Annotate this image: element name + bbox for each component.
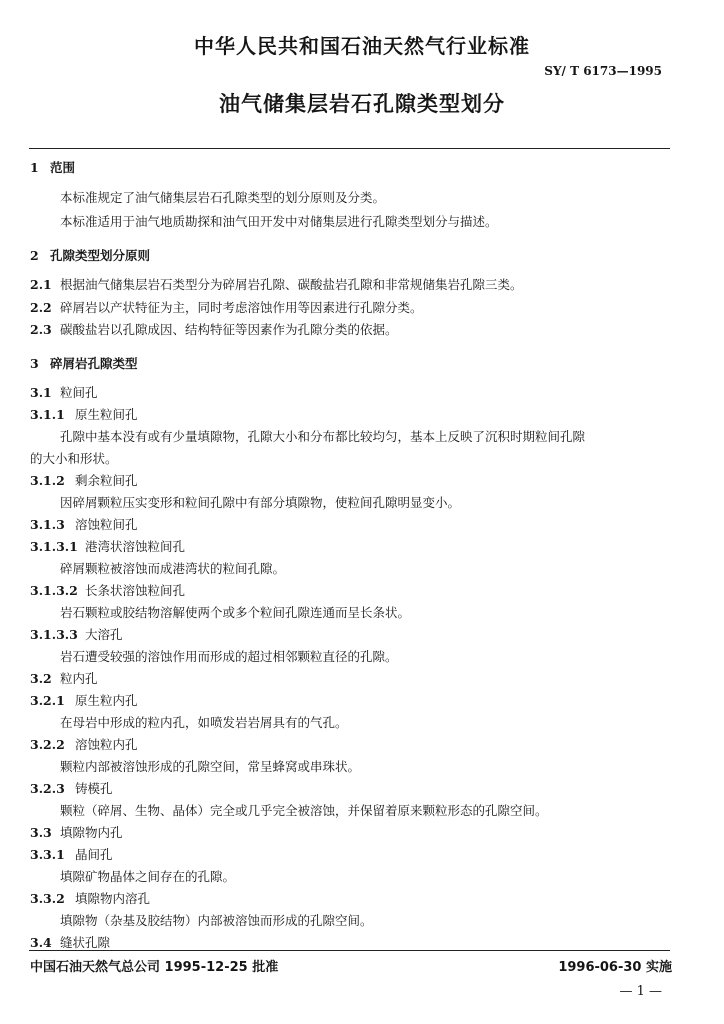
paragraph-text: 因碎屑颗粒压实变形和粒间孔隙中有部分填隙物，使粒间孔隙明显变小。 xyxy=(60,495,461,510)
industry-standard-title: 中华人民共和国石油天然气行业标准 xyxy=(194,34,530,58)
clause-number: 3.1.3 xyxy=(30,517,65,532)
clause-number: 3.1 xyxy=(30,385,52,400)
subsection-heading: 粒间孔 xyxy=(60,385,98,400)
clause-number: 3.2 xyxy=(30,671,52,686)
clause-number: 2.3 xyxy=(30,322,52,337)
page-number: — 1 — xyxy=(619,984,662,999)
implementation-date: 1996-06-30 实施 xyxy=(558,960,672,975)
subsection-heading: 原生粒内孔 xyxy=(75,693,138,708)
clause-number: 1 xyxy=(30,160,39,175)
subsection-heading: 剩余粒间孔 xyxy=(75,473,138,488)
paragraph-text: 在母岩中形成的粒内孔，如喷发岩岩屑具有的气孔。 xyxy=(60,715,348,730)
subsection-heading: 填隙物内溶孔 xyxy=(75,891,151,906)
subsection-heading: 大溶孔 xyxy=(85,627,123,642)
paragraph-text: 颗粒（碎屑、生物、晶体）完全或几乎完全被溶蚀，并保留着原来颗粒形态的孔隙空间。 xyxy=(60,803,548,818)
paragraph-text: 填隙矿物晶体之间存在的孔隙。 xyxy=(60,869,236,884)
footer-divider xyxy=(29,950,670,951)
paragraph-text: 岩石遭受较强的溶蚀作用而形成的超过相邻颗粒直径的孔隙。 xyxy=(60,649,398,664)
subsection-heading: 溶蚀粒间孔 xyxy=(75,517,138,532)
clause-number: 2.1 xyxy=(30,277,52,292)
clause-number: 3.1.2 xyxy=(30,473,65,488)
paragraph-text: 颗粒内部被溶蚀形成的孔隙空间，常呈蜂窝或串珠状。 xyxy=(60,759,361,774)
clause-number: 3.3.1 xyxy=(30,847,65,862)
paragraph-text: 孔隙中基本没有或有少量填隙物，孔隙大小和分布都比较均匀，基本上反映了沉积时期粒间孔隙 xyxy=(60,429,586,444)
paragraph-text: 本标准规定了油气储集层岩石孔隙类型的划分原则及分类。 xyxy=(60,190,386,205)
clause-text: 碎屑岩以产状特征为主，同时考虑溶蚀作用等因素进行孔隙分类。 xyxy=(60,300,423,315)
subsection-heading: 缝状孔隙 xyxy=(60,935,111,950)
paragraph-text: 岩石颗粒或胶结物溶解使两个或多个粒间孔隙连通而呈长条状。 xyxy=(60,605,411,620)
subsection-heading: 铸模孔 xyxy=(75,781,113,796)
clause-number: 2.2 xyxy=(30,300,52,315)
section-heading: 碎屑岩孔隙类型 xyxy=(50,356,138,371)
subsection-heading: 粒内孔 xyxy=(60,671,98,686)
clause-number: 3.1.1 xyxy=(30,407,65,422)
clause-number: 3.3 xyxy=(30,825,52,840)
paragraph-text: 本标准适用于油气地质勘探和油气田开发中对储集层进行孔隙类型划分与描述。 xyxy=(60,214,498,229)
subsection-heading: 溶蚀粒内孔 xyxy=(75,737,138,752)
approval-note: 中国石油天然气总公司 1995-12-25 批准 xyxy=(30,960,279,975)
clause-number: 2 xyxy=(30,248,39,263)
subsection-heading: 港湾状溶蚀粒间孔 xyxy=(85,539,186,554)
clause-number: 3.1.3.1 xyxy=(30,539,78,554)
clause-number: 3.4 xyxy=(30,935,52,950)
paragraph-text: 碎屑颗粒被溶蚀而成港湾状的粒间孔隙。 xyxy=(60,561,286,576)
subsection-heading: 长条状溶蚀粒间孔 xyxy=(85,583,186,598)
header-divider xyxy=(29,148,670,149)
subsection-heading: 填隙物内孔 xyxy=(60,825,123,840)
subsection-heading: 晶间孔 xyxy=(75,847,113,862)
clause-number: 3.2.1 xyxy=(30,693,65,708)
subsection-heading: 原生粒间孔 xyxy=(75,407,138,422)
document-title: 油气储集层岩石孔隙类型划分 xyxy=(219,92,505,116)
clause-number: 3 xyxy=(30,356,39,371)
section-heading: 范围 xyxy=(50,160,76,175)
standard-code: SY/ T 6173—1995 xyxy=(544,64,662,78)
clause-number: 3.3.2 xyxy=(30,891,65,906)
clause-text: 碳酸盐岩以孔隙成因、结构特征等因素作为孔隙分类的依据。 xyxy=(60,322,398,337)
clause-number: 3.1.3.2 xyxy=(30,583,78,598)
clause-number: 3.2.3 xyxy=(30,781,65,796)
clause-number: 3.1.3.3 xyxy=(30,627,78,642)
paragraph-text: 填隙物（杂基及胶结物）内部被溶蚀而形成的孔隙空间。 xyxy=(60,913,373,928)
clause-number: 3.2.2 xyxy=(30,737,65,752)
paragraph-text: 的大小和形状。 xyxy=(30,451,118,466)
section-heading: 孔隙类型划分原则 xyxy=(50,248,151,263)
clause-text: 根据油气储集层岩石类型分为碎屑岩孔隙、碳酸盐岩孔隙和非常规储集岩孔隙三类。 xyxy=(60,277,523,292)
